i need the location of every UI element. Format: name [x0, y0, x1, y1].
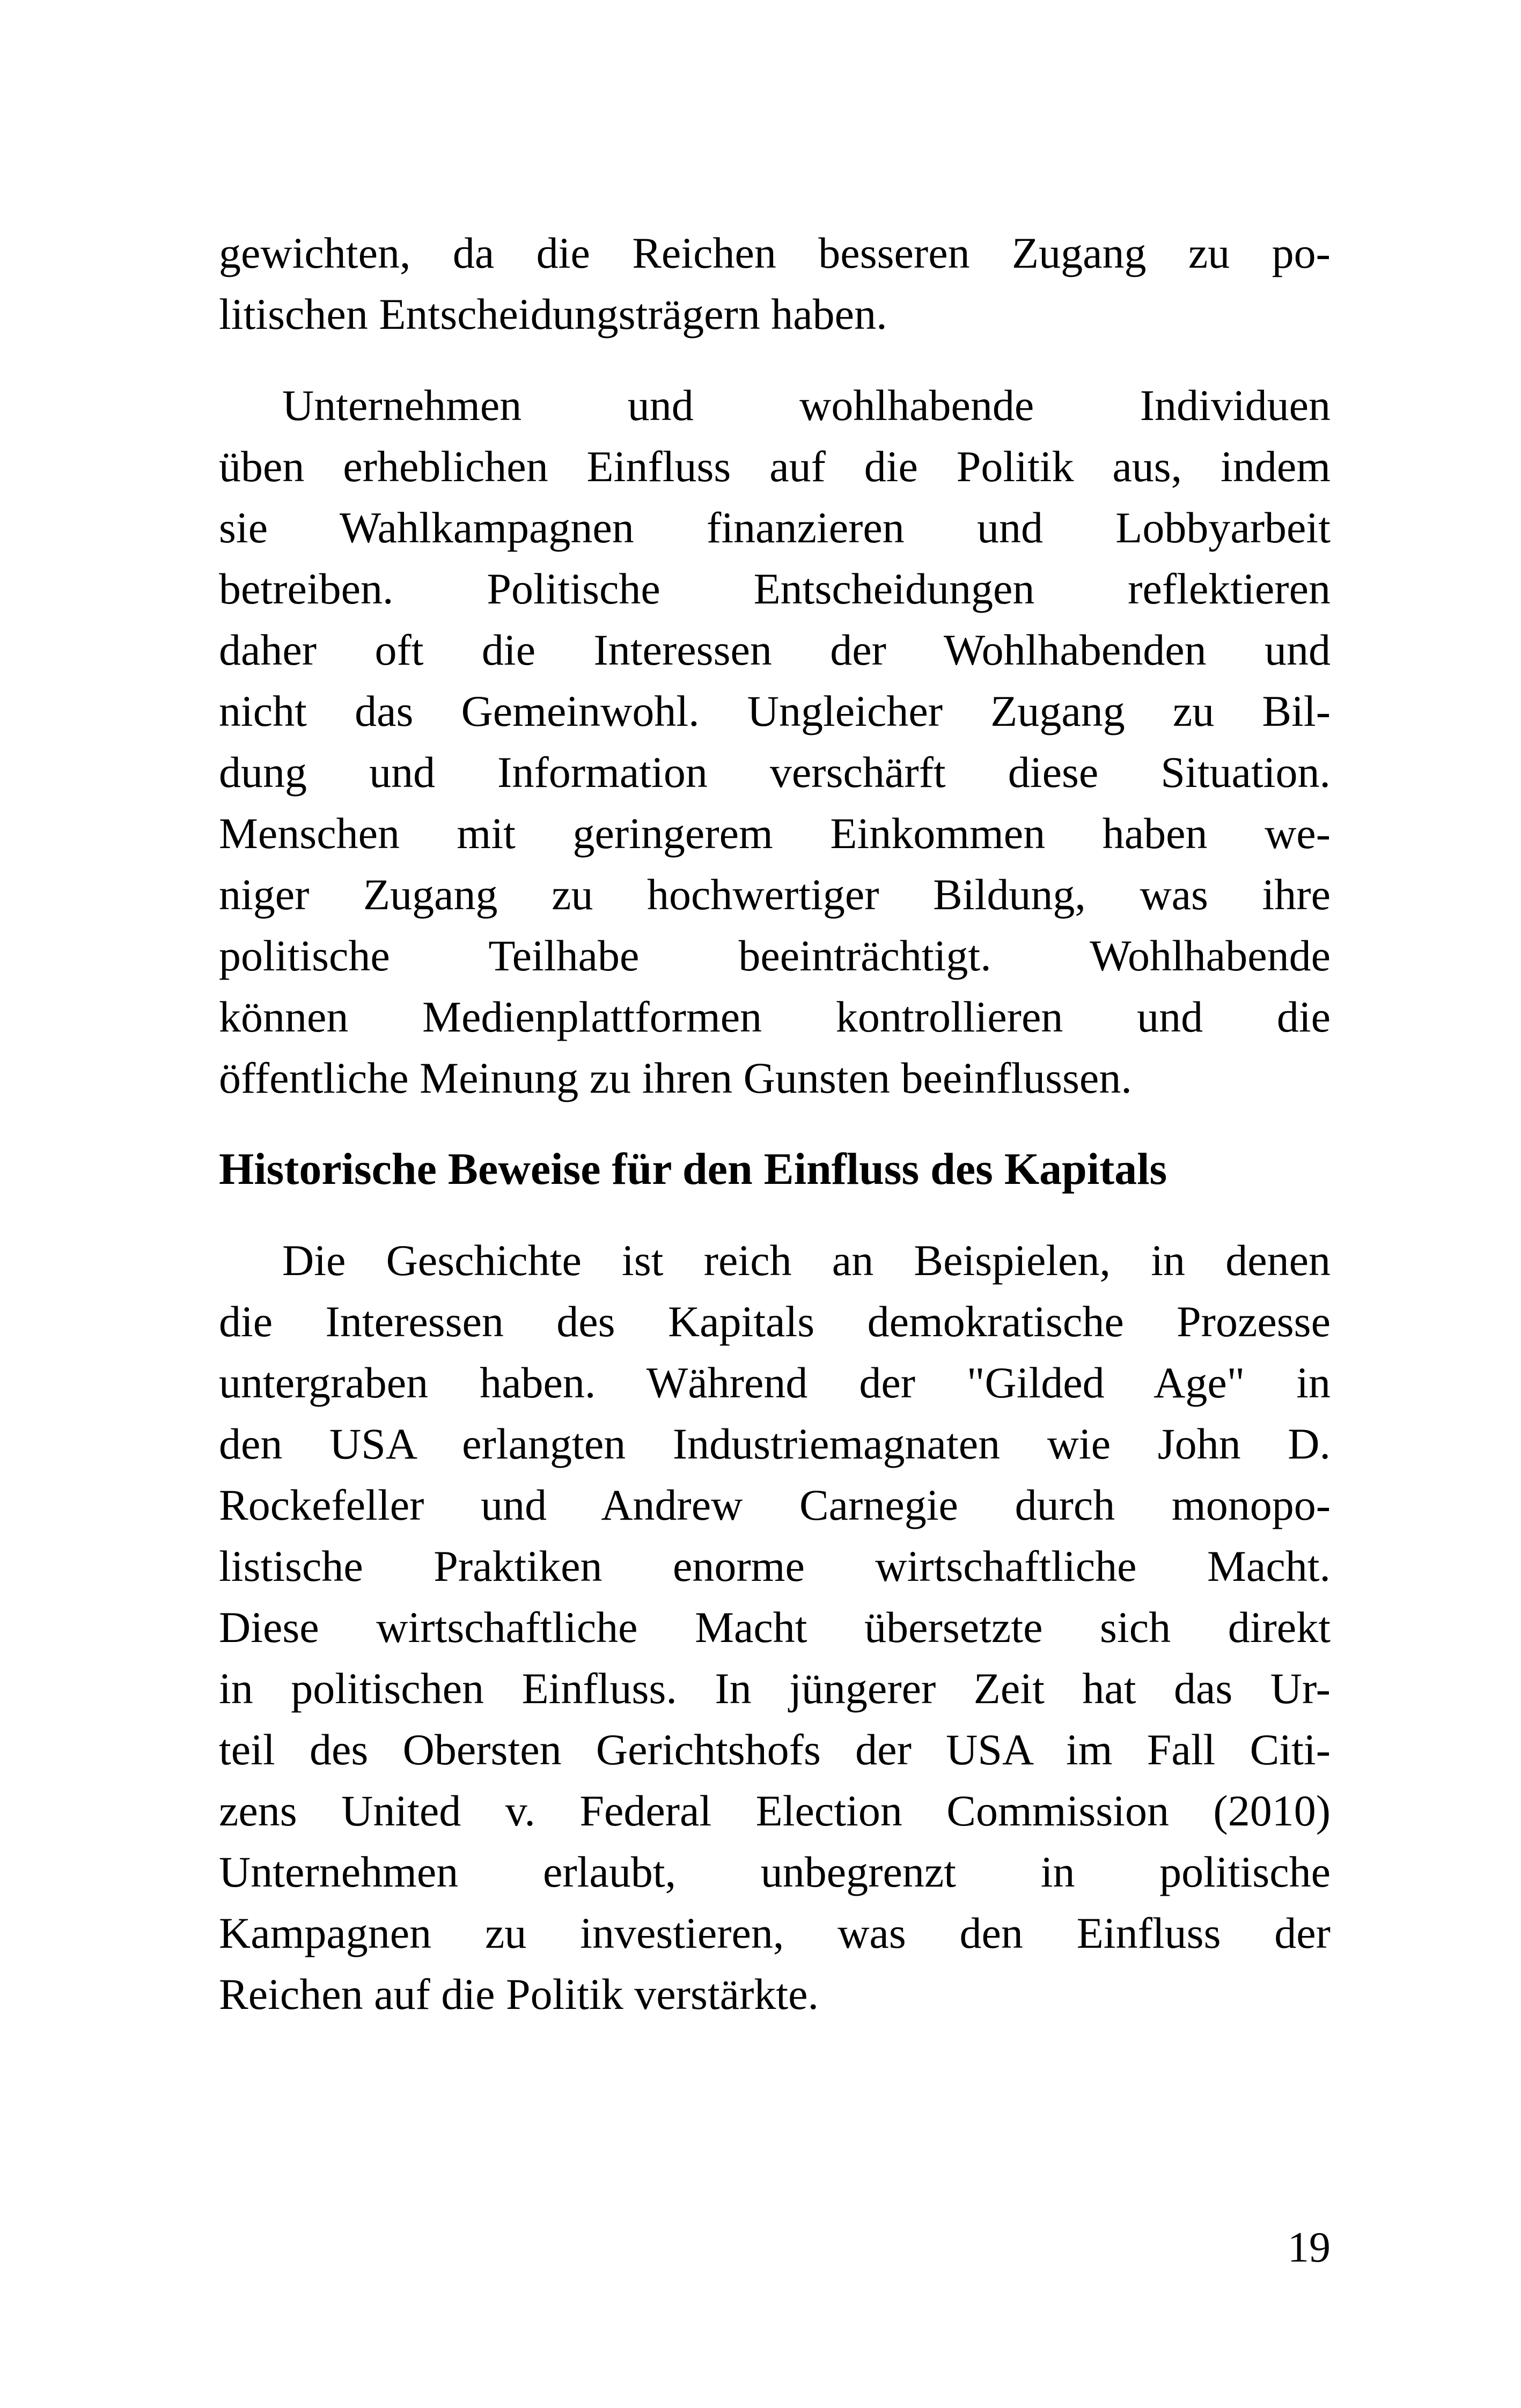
text-line: niger Zugang zu hochwertiger Bildung, was ihre [219, 870, 1331, 919]
paragraph [219, 223, 1331, 345]
text-line: Unternehmen und wohlhabende Individuen [282, 381, 1331, 430]
text-line: zens United v. Federal Election Commission (2010) [219, 1786, 1331, 1835]
text-line: teil des Obersten Gerichtshofs der USA im Fall Citi- [219, 1725, 1331, 1774]
text-line: dung und Information verschärft diese Situation. [219, 748, 1331, 797]
text-line: die Interessen des Kapitals demokratische Prozesse [219, 1297, 1331, 1346]
text-line: Menschen mit geringerem Einkommen haben we- [219, 809, 1331, 858]
text-line: in politischen Einfluss. In jüngerer Zeit hat das Ur- [219, 1664, 1331, 1713]
paragraph [219, 375, 1331, 1109]
text-line: litischen Entscheidungsträgern haben. [219, 290, 887, 338]
text-line: politische Teilhabe beeinträchtigt. Wohlhabende [219, 931, 1331, 980]
text-line: Diese wirtschaftliche Macht übersetzte sich direkt [219, 1603, 1331, 1652]
text-line: sie Wahlkampagnen finanzieren und Lobbyarbeit [219, 503, 1331, 552]
text-line: üben erheblichen Einfluss auf die Politik aus, indem [219, 442, 1331, 491]
text-line: den USA erlangten Industriemagnaten wie John D. [219, 1419, 1331, 1468]
text-line: können Medienplattformen kontrollieren und die [219, 992, 1331, 1041]
paragraph [219, 1230, 1331, 2025]
page-number: 19 [1288, 2224, 1331, 2271]
text-line: betreiben. Politische Entscheidungen reflektieren [219, 564, 1331, 613]
text-line: öffentliche Meinung zu ihren Gunsten beeinflussen. [219, 1054, 1132, 1102]
text-line: Unternehmen erlaubt, unbegrenzt in politische [219, 1847, 1331, 1896]
text-line: daher oft die Interessen der Wohlhabenden und [219, 625, 1331, 674]
text-line: Reichen auf die Politik verstärkte. [219, 1970, 819, 2019]
text-line: Rockefeller und Andrew Carnegie durch monopo- [219, 1481, 1331, 1529]
text-line: Kampagnen zu investieren, was den Einfluss der [219, 1909, 1331, 1957]
text-line: Die Geschichte ist reich an Beispielen, in denen [282, 1236, 1331, 1285]
text-line: nicht das Gemeinwohl. Ungleicher Zugang zu Bil- [219, 687, 1331, 735]
section-heading: Historische Beweise für den Einfluss des Kapitals [219, 1144, 1167, 1194]
text-line: listische Praktiken enorme wirtschaftliche Macht. [219, 1542, 1331, 1590]
text-line: gewichten, da die Reichen besseren Zugang zu po- [219, 229, 1331, 277]
text-block [219, 223, 1331, 2025]
text-line: untergraben haben. Während der "Gilded Age" in [219, 1358, 1331, 1407]
